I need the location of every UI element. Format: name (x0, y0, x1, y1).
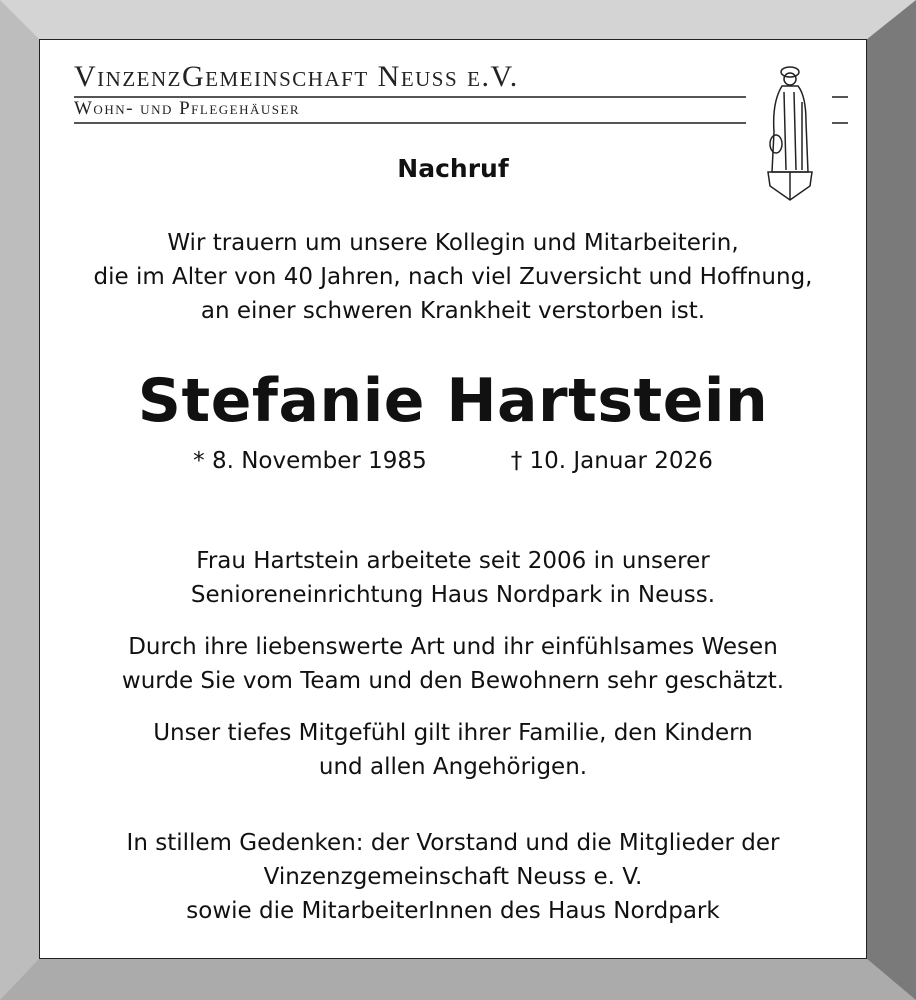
obituary-notice (40, 40, 866, 958)
text-line: In stillem Gedenken: der Vorstand und die Mitglieder der (126, 830, 780, 856)
text-line: Vinzenzgemeinschaft Neuss e. V. (263, 864, 643, 890)
deceased-name: Stefanie Hartstein (137, 366, 769, 436)
text-line: die im Alter von 40 Jahren, nach viel Zuversicht und Hoffnung, (93, 264, 813, 290)
paragraph-employment (40, 544, 866, 612)
paragraph-appreciation (40, 630, 866, 698)
closing-signature (40, 826, 866, 928)
divider (832, 122, 848, 124)
birth-date: * 8. November 1985 (193, 448, 427, 474)
text-line: und allen Angehörigen. (318, 754, 588, 780)
text-line: Wir trauern um unsere Kollegin und Mitarbeiterin, (167, 230, 739, 256)
notice-title: Nachruf (397, 154, 509, 183)
text-line: Durch ihre liebenswerte Art und ihr einfühlsames Wesen (128, 634, 778, 660)
text-line: Unser tiefes Mitgefühl gilt ihrer Familie, den Kindern (153, 720, 753, 746)
text-line: Senioreneinrichtung Haus Nordpark in Neuss. (190, 582, 716, 608)
text-line: an einer schweren Krankheit verstorben ist. (200, 298, 706, 324)
organization-subtitle: Wohn- und Pflegehäuser (74, 98, 301, 119)
organization-name: VinzenzGemeinschaft Neuss e.V. (74, 60, 519, 93)
text-line: sowie die MitarbeiterInnen des Haus Nordpark (186, 898, 720, 924)
intro-text (40, 226, 866, 328)
paragraph-condolence (40, 716, 866, 784)
divider (74, 122, 746, 124)
divider (832, 96, 848, 98)
death-date: † 10. Januar 2026 (510, 448, 713, 474)
life-dates (40, 448, 866, 474)
text-line: wurde Sie vom Team und den Bewohnern sehr geschätzt. (121, 668, 785, 694)
text-line: Frau Hartstein arbeitete seit 2006 in unserer (196, 548, 710, 574)
